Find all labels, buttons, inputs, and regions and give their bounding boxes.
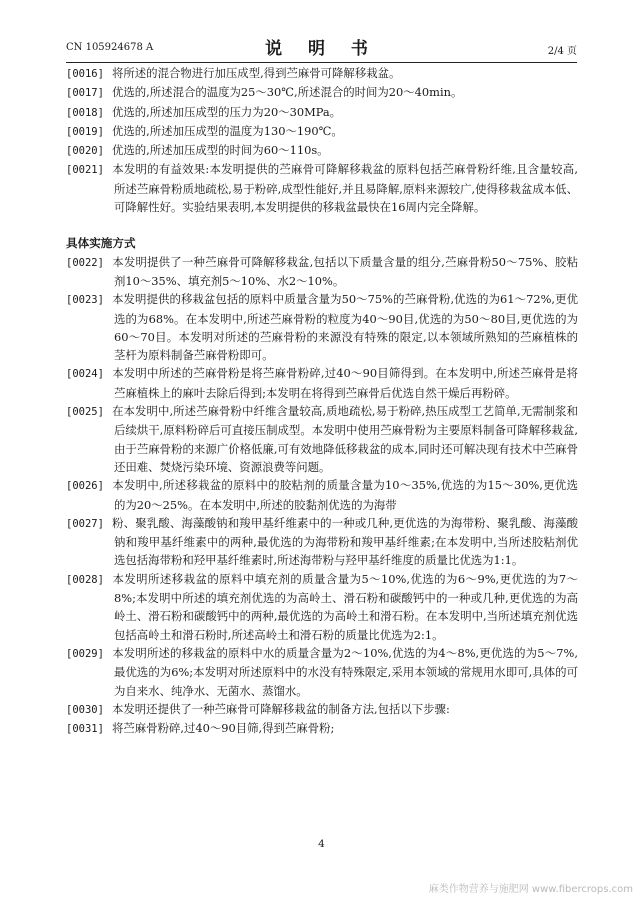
paragraph-number: [0020] [66,145,104,158]
paragraph-number: [0021] [66,164,104,177]
paragraph [66,570,578,644]
paragraph-number: [0030] [66,703,104,716]
section-title: 具体实施方式 [66,236,136,251]
paragraph-text: 本发明提供的移栽盆包括的原料中质量含量为50～75%的苎麻骨粉,优选的为61～72%,更优选的为68%。在本发明中,所述苎麻骨粉的粒度为40～90目,优选的为50～80目,更优选的为60～70目。本发明对所述的苎麻骨粉的来源没有特殊的限定,以本领域所熟知的苎麻植株的茎杆为原料制备苎麻骨粉即可。 [112,292,578,363]
document-body [66,64,578,738]
paragraph-text: 本发明中,所述移栽盆的原料中的胶粘剂的质量含量为10～35%,优选的为15～30%,更优选的为20～25%。在本发明中,所述的胶黏剂优选的为海带 [112,478,578,512]
paragraph-text: 本发明所述的移栽盆的原料中水的质量含量为2～10%,优选的为4～8%,更优选的为5～7%,最优选的为6%;本发明对所述原料中的水没有特殊限定,采用本领域的常规用水即可,具体的可为自来水、纯净水、无菌水、蒸馏水。 [112,645,578,698]
paragraph-number: [0029] [66,647,104,660]
paragraph [66,122,578,141]
paragraph-text: 在本发明中,所述苎麻骨粉中纤维含量较高,质地疏松,易于粉碎,热压成型工艺简单,无需制浆和后续烘干,原料粉碎后可直接压制成型。本发明中使用苎麻骨粉为主要原料制备可降解移栽盆,由于苎麻骨粉的来源广价格低廉,可有效地降低移栽盆的成本,同时还可解决现有技术中苎麻骨还田难、焚烧污染环境、资源浪费等问题。 [112,404,578,474]
paragraph-text: 优选的,所述加压成型的压力为20～30MPa。 [112,104,342,119]
paragraph-group-top [66,64,578,216]
paragraph-text: 本发明中所述的苎麻骨粉是将苎麻骨粉碎,过40～90目筛得到。在本发明中,所述苎麻骨是将苎麻植株上的麻叶去除后得到;本发明在将得到苎麻骨后优选自然干燥后再粉碎。 [112,366,578,400]
paragraph [66,476,578,514]
paragraph [66,64,578,83]
paragraph-text: 将苎麻骨粉碎,过40～90目筛,得到苎麻骨粉; [112,721,335,736]
paragraph-text: 本发明提供了一种苎麻骨可降解移栽盆,包括以下质量含量的组分,苎麻骨粉50～75%、胶粘剂10～35%、填充剂5～10%、水2～10%。 [112,254,578,288]
document-title: 说 明 书 [265,39,378,59]
paragraph [66,719,578,738]
paragraph-number: [0016] [66,68,104,80]
paragraph-text: 优选的,所述加压成型的温度为130～190℃。 [112,123,343,138]
paragraph [66,253,578,291]
paragraph-text: 本发明还提供了一种苎麻骨可降解移栽盆的制备方法,包括以下步骤: [112,701,450,716]
paragraph-text: 将所述的混合物进行加压成型,得到苎麻骨可降解移栽盆。 [112,66,401,80]
document-number: CN 105924678 A [66,42,154,53]
paragraph-text: 本发明的有益效果:本发明提供的苎麻骨可降解移栽盆的原料包括苎麻骨粉纤维,且含量较高,所述苎麻骨粉质地疏松,易于粉碎,成型性能好,并且易降解,原料来源较广,使得移栽盆成本低、可降解性好。实验结果表明,本发明提供的移栽盆最快在16周内完全降解。 [112,162,578,215]
paragraph [66,83,578,102]
paragraph [66,402,578,476]
paragraph [66,103,578,122]
paragraph [66,700,578,719]
paragraph-group-bottom [66,253,578,739]
page-footer [0,838,643,850]
paragraph-number: [0031] [66,723,104,736]
paragraph-number: [0025] [66,406,104,419]
paragraph-text: 粉、聚乳酸、海藻酸钠和羧甲基纤维素中的一种或几种,更优选的为海带粉、聚乳酸、海藻酸钠和羧甲基纤维素中的两种,最优选的为海带粉和羧甲基纤维素;在本发明中,当所述胶粘剂优选包括海带粉和羟甲基纤维素时,所述海带粉与羟甲基纤维度的质量比优选为1:1。 [112,515,578,568]
paragraph [66,141,578,160]
paragraph [66,514,578,570]
paragraph-number: [0022] [66,256,104,269]
paragraph-number: [0027] [66,517,104,530]
paragraph-number: [0028] [66,573,104,586]
paragraph [66,290,578,364]
paragraph-text: 优选的,所述加压成型的时间为60～110s。 [112,143,329,158]
header-divider [66,62,577,63]
paragraph [66,160,578,216]
page-indicator: 2/4 页 [547,46,577,57]
paragraph [66,364,578,402]
paragraph-number: [0026] [66,480,104,493]
paragraph-number: [0023] [66,294,104,307]
paragraph [66,644,578,700]
paragraph-number: [0019] [66,125,104,138]
paragraph-number: [0024] [66,368,104,381]
watermark: 麻类作物营养与施肥网 www.fibercrops.com [428,884,633,895]
section-gap [66,216,578,234]
paragraph-text: 优选的,所述混合的温度为25～30℃,所述混合的时间为20～40min。 [112,85,463,100]
paragraph-number: [0017] [66,87,104,100]
paragraph-number: [0018] [66,106,104,119]
page-number: 4 [318,838,325,850]
paragraph-text: 本发明所述移栽盆的原料中填充剂的质量含量为5～10%,优选的为6～9%,更优选的为7～8%;本发明中所述的填充剂优选的为高岭土、滑石粉和碳酸钙中的一种或几种,更优选的为高岭土、滑石粉和碳酸钙中的两种,最优选的为高岭土和滑石粉。在本发明中,当所述填充剂优选包括高岭土和滑石粉时,所述高岭土和滑石粉的质量比优选为2:1。 [112,571,578,642]
page-header [66,30,577,64]
